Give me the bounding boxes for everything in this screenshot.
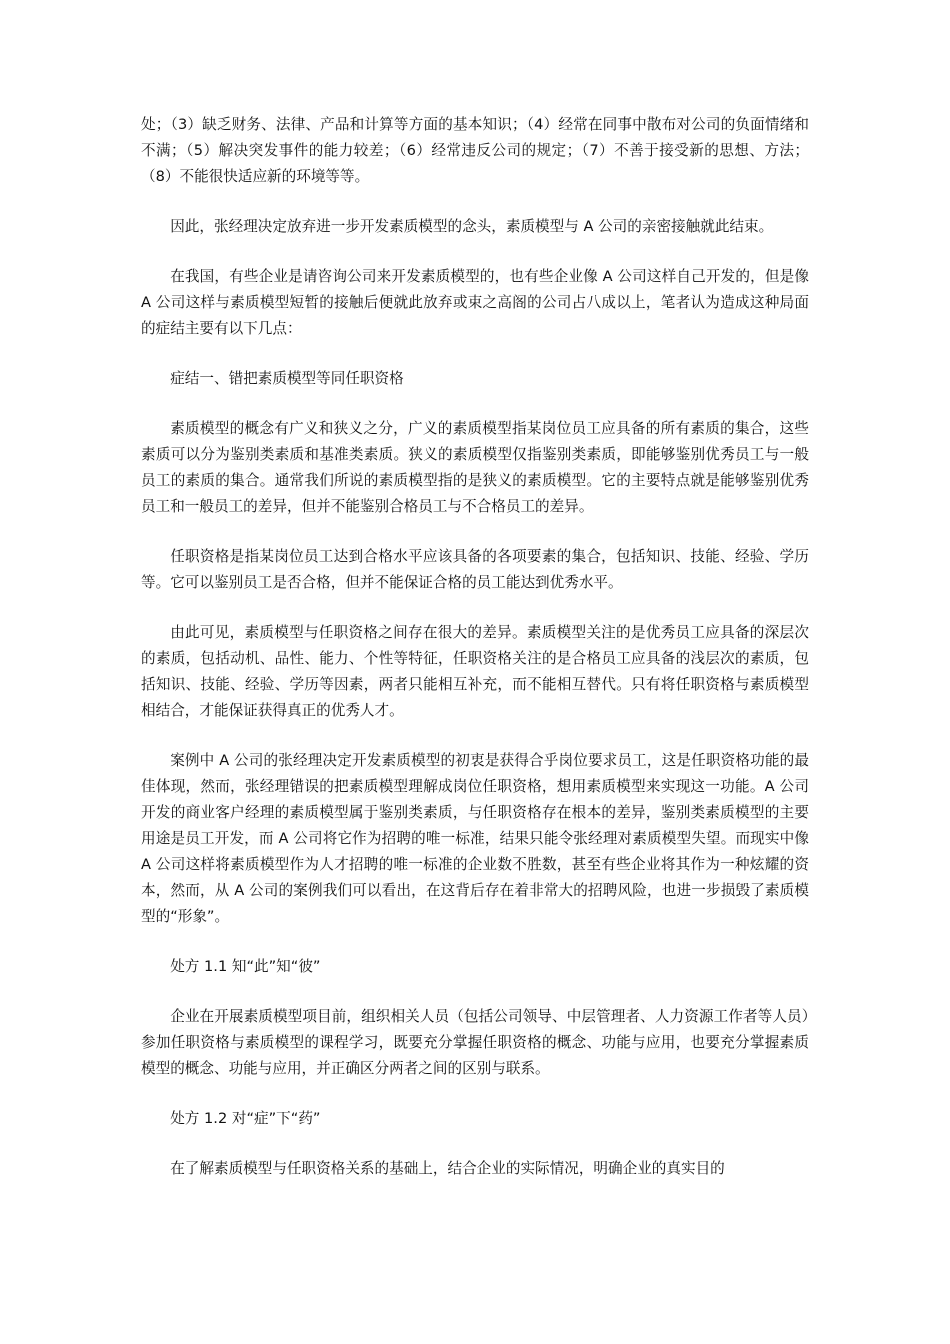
paragraph-qualification-definition: 任职资格是指某岗位员工达到合格水平应该具备的各项要素的集合，包括知识、技能、经验、学历等。它可以鉴别员工是否合格，但并不能保证合格的员工能达到优秀水平。 <box>141 548 809 591</box>
section-heading-prescription-1-1: 处方 1.1 知“此”知“彼” <box>170 958 321 975</box>
paragraph-conclusion: 因此，张经理决定放弃进一步开发素质模型的念头，素质模型与 A 公司的亲密接触就此结束。 <box>170 218 774 235</box>
section-heading-prescription-1-2: 处方 1.2 对“症”下“药” <box>170 1110 321 1127</box>
paragraph-competency-model-definition: 素质模型的概念有广义和狭义之分，广义的素质模型指某岗位员工应具备的所有素质的集合，这些素质可以分为鉴别类素质和基准类素质。狭义的素质模型仅指鉴别类素质，即能够鉴别优秀员工与一般员工的素质的集合。通常我们所说的素质模型指的是狭义的素质模型。它的主要特点就是能够鉴别优秀员工和一般员工的差异，但并不能鉴别合格员工与不合格员工的差异。 <box>141 420 809 515</box>
document-page <box>141 112 809 1182</box>
paragraph-prescription-1-1: 企业在开展素质模型项目前，组织相关人员（包括公司领导、中层管理者、人力资源工作者等人员）参加任职资格与素质模型的课程学习，既要充分掌握任职资格的概念、功能与应用，也要充分掌握素质模型的概念、功能与应用，并正确区分两者之间的区别与联系。 <box>141 1008 809 1077</box>
paragraph-continued-list: 处；（3）缺乏财务、法律、产品和计算等方面的基本知识；（4）经常在同事中散布对公司的负面情绪和不满；（5）解决突发事件的能力较差；（6）经常违反公司的规定；（7）不善于接受新的思想、方法；（8）不能很快适应新的环境等等。 <box>141 116 809 185</box>
paragraph-domestic-situation: 在我国，有些企业是请咨询公司来开发素质模型的，也有些企业像 A 公司这样自己开发的，但是像 A 公司这样与素质模型短暂的接触后便就此放弃或束之高阁的公司占八成以上，笔者认为造成这种局面的症结主要有以下几点： <box>141 268 809 337</box>
paragraph-prescription-1-2: 在了解素质模型与任职资格关系的基础上，结合企业的实际情况，明确企业的真实目的 <box>170 1160 725 1177</box>
paragraph-case-analysis: 案例中 A 公司的张经理决定开发素质模型的初衷是获得合乎岗位要求员工，这是任职资格功能的最佳体现，然而，张经理错误的把素质模型理解成岗位任职资格，想用素质模型来实现这一功能。A 公司开发的商业客户经理的素质模型属于鉴别类素质，与任职资格存在根本的差异，鉴别类素质模型的主要用途是员工开发，而 A 公司将它作为招聘的唯一标准，结果只能令张经理对素质模型失望。而现实中像 A 公司这样将素质模型作为人才招聘的唯一标准的企业数不胜数，甚至有些企业将其作为一种炫耀的资本，然而，从 A 公司的案例我们可以看出，在这背后存在着非常大的招聘风险，也进一步损毁了素质模型的“形象”。 <box>141 752 809 925</box>
paragraph-difference: 由此可见，素质模型与任职资格之间存在很大的差异。素质模型关注的是优秀员工应具备的深层次的素质，包括动机、品性、能力、个性等特征，任职资格关注的是合格员工应具备的浅层次的素质，包括知识、技能、经验、学历等因素，两者只能相互补充，而不能相互替代。只有将任职资格与素质模型相结合，才能保证获得真正的优秀人才。 <box>141 624 809 719</box>
section-heading-crux-one: 症结一、错把素质模型等同任职资格 <box>170 370 404 387</box>
